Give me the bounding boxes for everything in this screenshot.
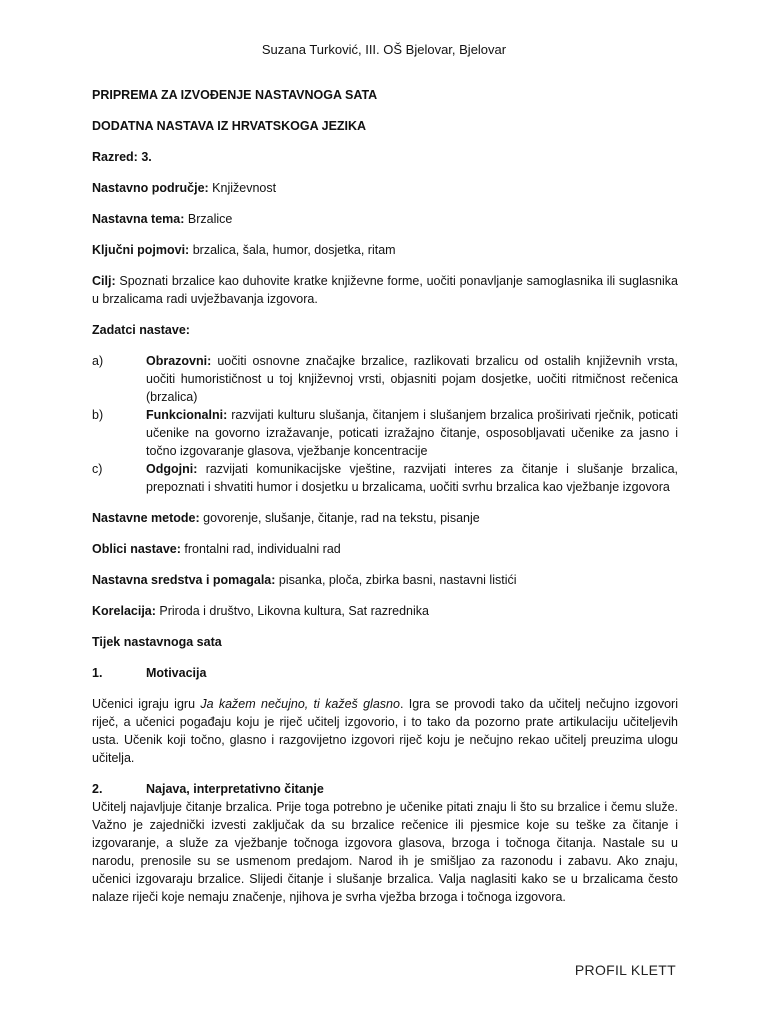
- zadatci-list: [92, 352, 678, 496]
- field-tema: Nastavna tema: Brzalice: [92, 212, 233, 226]
- tijek-heading: Tijek nastavnoga sata: [92, 635, 222, 649]
- publisher-logo: PROFIL KLETT: [574, 962, 676, 978]
- zadatak-obrazovni: a) Obrazovni: uočiti osnovne značajke brzalice, razlikovati brzalicu od ostalih književnih vrsta, uočiti humorističnost u toj književnoj vrsti, objasniti pojam dosjetke, uočiti ritmičnost rečenica (brzalica): [92, 354, 678, 404]
- title-dodatna: DODATNA NASTAVA IZ HRVATSKOGA JEZIKA: [92, 119, 367, 133]
- zadatak-funkcionalni: b) Funkcionalni: razvijati kulturu slušanja, čitanjem i slušanjem brzalica proširivati rječnik, poticati učenike na govorno izražavanje, poticati izražajno čitanje, osposobljavati učenike za jasno i točno izgovaranje glasova, vježbanje koncentracije: [92, 408, 678, 458]
- section-najava-heading: 2. Najava, interpretativno čitanje: [92, 782, 324, 796]
- field-pojmovi: Ključni pojmovi: brzalica, šala, humor, dosjetka, ritam: [92, 243, 396, 257]
- zadatak-marker: b): [92, 408, 104, 422]
- field-podrucje: Nastavno područje: Književnost: [92, 181, 277, 195]
- author-header: Suzana Turković, III. OŠ Bjelovar, Bjelovar: [261, 42, 507, 57]
- title-priprema: PRIPREMA ZA IZVOĐENJE NASTAVNOGA SATA: [92, 88, 378, 102]
- section-motivacija-text: Učenici igraju igru Ja kažem nečujno, ti kažeš glasno. Igra se provodi tako da učitelj nečujno izgovori riječ, a učenici pogađaju koju je riječ učitelj izgovorio, i to tako da pozorno prate artikulaciju učiteljevih usta. Učenik koji točno, glasno i razgovijetno izgovori riječ koju je nečujno rekao učitelj preuzima ulogu učitelja.: [92, 697, 678, 765]
- field-korelacija: Korelacija: Priroda i društvo, Likovna kultura, Sat razrednika: [92, 604, 429, 618]
- field-oblici: Oblici nastave: frontalni rad, individualni rad: [92, 542, 341, 556]
- field-razred: Razred: 3.: [92, 150, 152, 164]
- zadatak-marker: a): [92, 354, 104, 368]
- zadatak-odgojni: c) Odgojni: razvijati komunikacijske vještine, razvijati interes za čitanje i slušanje brzalica, prepoznati i shvatiti humor i dosjetku u brzalicama, uočiti svrhu brzalica kao vježbanje izgovora: [92, 462, 678, 494]
- field-cilj: Cilj: Spoznati brzalice kao duhovite kratke književne forme, uočiti ponavljanje samoglasnika ili suglasnika u brzalicama radi uvježbavanja izgovora.: [92, 274, 678, 306]
- zadatak-marker: c): [92, 462, 103, 476]
- field-metode: Nastavne metode: govorenje, slušanje, čitanje, rad na tekstu, pisanje: [92, 511, 480, 525]
- section-najava-text: Učitelj najavljuje čitanje brzalica. Prije toga potrebno je učenike pitati znaju li što su brzalice i čemu služe. Važno je zajednički izvesti zaključak da su brzalice rečenice ili pjesmice koje su teške za čitanje i izgovaranje, a služe za vježbanje točnoga izgovora glasova, brzoga i točnoga čitanja. Nastale su u narodu, prenosile su se usmenom predajom. Narod ih je smišljao za razonodu i zabavu. Ako znaju, učenici izgovaraju brzalice. Slijedi čitanje i slušanje brzalica. Valja naglasiti kako se u brzalicama često nalaze riječi koje nemaju značenje, njihova je svrha vježba brzoga i točnoga izgovora.: [92, 800, 678, 904]
- zadatci-heading: Zadatci nastave:: [92, 323, 190, 337]
- section-motivacija-heading: 1. Motivacija: [92, 666, 207, 680]
- document-body: [92, 86, 678, 919]
- field-sredstva: Nastavna sredstva i pomagala: pisanka, ploča, zbirka basni, nastavni listići: [92, 573, 517, 587]
